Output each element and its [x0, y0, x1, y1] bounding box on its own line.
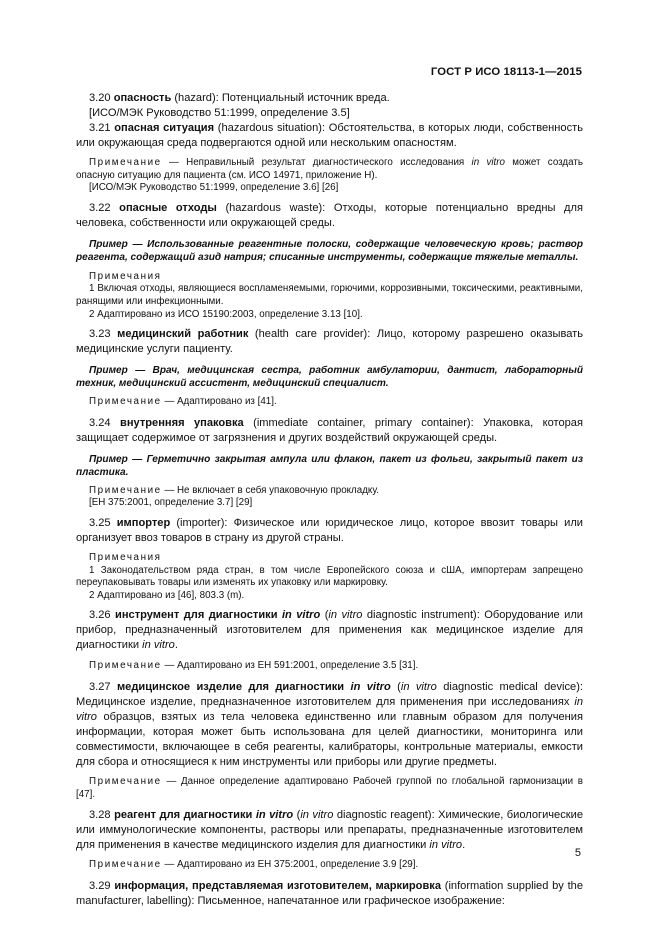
term-3-20-ref: [ИСО/МЭК Руководство 51:1999, определение 3.5] [89, 107, 350, 119]
term-3-25: 3.25 импортер (importer): Физическое или юридическое лицо, которое ввозит товары или организует ввоз товаров в страну из другой страны. [76, 516, 583, 544]
term-3-21-ref: [ИСО/МЭК Руководство 51:1999, определение 3.6] [26] [89, 182, 339, 194]
term-3-25-notes-label: Примечания [89, 551, 162, 563]
term-3-28-note: Примечание — Адаптировано из ЕН 375:2001, определение 3.9 [29]. [89, 859, 419, 871]
term-3-22-example: Пример — Использованные реагентные полоски, содержащие человеческую кровь; раствор реагента, содержащий азид натрия; списанные инструменты, содержащие тяжелые металлы. [76, 238, 583, 263]
term-3-24: 3.24 внутренняя упаковка (immediate container, primary container): Упаковка, которая защищает содержимое от загрязнения и других воздействий окружающей среды. [76, 416, 583, 444]
term-3-22-note-2: 2 Адаптировано из ИСО 15190:2003, определение 3.13 [10]. [89, 308, 363, 320]
term-3-26: 3.26 инструмент для диагностики in vitro (in vitro diagnostic instrument): Оборудование или прибор, предназначенный изготовителем для применения как медицинское изделие для диагностики in vitro. [76, 609, 583, 652]
document-header: ГОСТ Р ИСО 18113-1—2015 [430, 66, 582, 78]
term-3-23-note: Примечание — Адаптировано из [41]. [89, 396, 277, 408]
term-3-26-note: Примечание — Адаптировано из ЕН 591:2001, определение 3.5 [31]. [89, 660, 419, 672]
term-3-20-title: опасность [113, 92, 172, 104]
note-label: Примечание [89, 157, 162, 168]
term-3-23: 3.23 медицинский работник (health care provider): Лицо, которому разрешено оказывать медицинские услуги пациенту. [76, 328, 583, 356]
term-3-25-note-2: 2 Адаптировано из [46], 803.3 (m). [89, 589, 245, 601]
term-3-28-title: реагент для диагностики in vitro [114, 809, 294, 822]
term-3-25-note-1: 1 Законодательством ряда стран, в том числе Европейского союза и сША, импортерам запрещено переупаковывать товары или изменять их упаковку или маркировку. [76, 564, 583, 589]
term-3-23-example: Пример — Врач, медицинская сестра, работник амбулатории, дантист, лабораторный техник, медицинский ассистент, медицинский специалист. [76, 365, 583, 390]
term-3-21: 3.21 опасная ситуация (hazardous situation): Обстоятельства, в которых люди, собственность или окружающая среда подвергаются одной или нескольким опасностям. [76, 122, 583, 149]
term-3-22-notes-label: Примечания [89, 270, 162, 282]
term-3-29: 3.29 информация, представляемая изготовителем, маркировка (information supplied by the manufacturer, labelling): Письменное, напечатанное или графическое изображение: [76, 879, 583, 907]
term-3-28: 3.28 реагент для диагностики in vitro (in vitro diagnostic reagent): Химические, биологические или иммунологические компоненты, растворы или препараты, предназначенные изготовителем для применения в качестве медицинского изделия для диагностики in vitro. [76, 809, 583, 852]
term-3-21-title: опасная ситуация [114, 122, 215, 134]
term-3-29-title: информация, представляемая изготовителем, маркировка [114, 879, 442, 892]
term-3-20: 3.20 опасность (hazard): Потенциальный источник вреда. [89, 92, 390, 104]
term-3-24-title: внутренняя упаковка [120, 416, 244, 429]
term-3-27: 3.27 медицинское изделие для диагностики in vitro (in vitro diagnostic medical device): Медицинское изделие, предназначенное изготовителем для применения при исследованиях in vitro образцов, взятых из тела человека единственно или главным образом для получения информации, которая может быть использована для целей диагностики, мониторинга или совместимости, включающее в себя реагенты, калибраторы, контрольные материалы, емкости для сбора и относящиеся к ним инструменты или приборы или другие предметы. [76, 680, 583, 768]
term-3-22-title: опасные отходы [119, 201, 217, 214]
term-3-24-example: Пример — Герметично закрытая ампула или флакон, пакет из фольги, закрытый пакет из пластика. [76, 453, 583, 478]
term-3-26-title: инструмент для диагностики in vitro [115, 609, 321, 622]
term-3-23-title: медицинский работник [117, 328, 249, 341]
term-3-27-title: медицинское изделие для диагностики in vitro [116, 680, 391, 693]
page-number: 5 [574, 847, 581, 859]
term-3-24-ref: [ЕН 375:2001, определение 3.7] [29] [89, 497, 253, 509]
term-3-22-note-1: 1 Включая отходы, являющиеся воспламеняемыми, горючими, коррозивными, токсическими, реактивными, ранящими или инфекционными. [76, 283, 583, 307]
term-3-25-title: импортер [116, 516, 171, 529]
term-3-21-note: Примечание — Неправильный результат диагностического исследования in vitro может создать опасную ситуацию для пациента (см. ИСО 14971, приложение Н). [76, 157, 583, 181]
term-3-24-note: Примечание — Не включает в себя упаковочную прокладку. [89, 484, 379, 496]
term-3-27-note: Примечание — Данное определение адаптировано Рабочей группой по глобальной гармонизации в [47]. [76, 775, 583, 800]
term-3-22: 3.22 опасные отходы (hazardous waste): Отходы, которые потенциально вредны для человека, собственности или окружающей среды. [76, 201, 583, 229]
document-body [76, 91, 583, 909]
